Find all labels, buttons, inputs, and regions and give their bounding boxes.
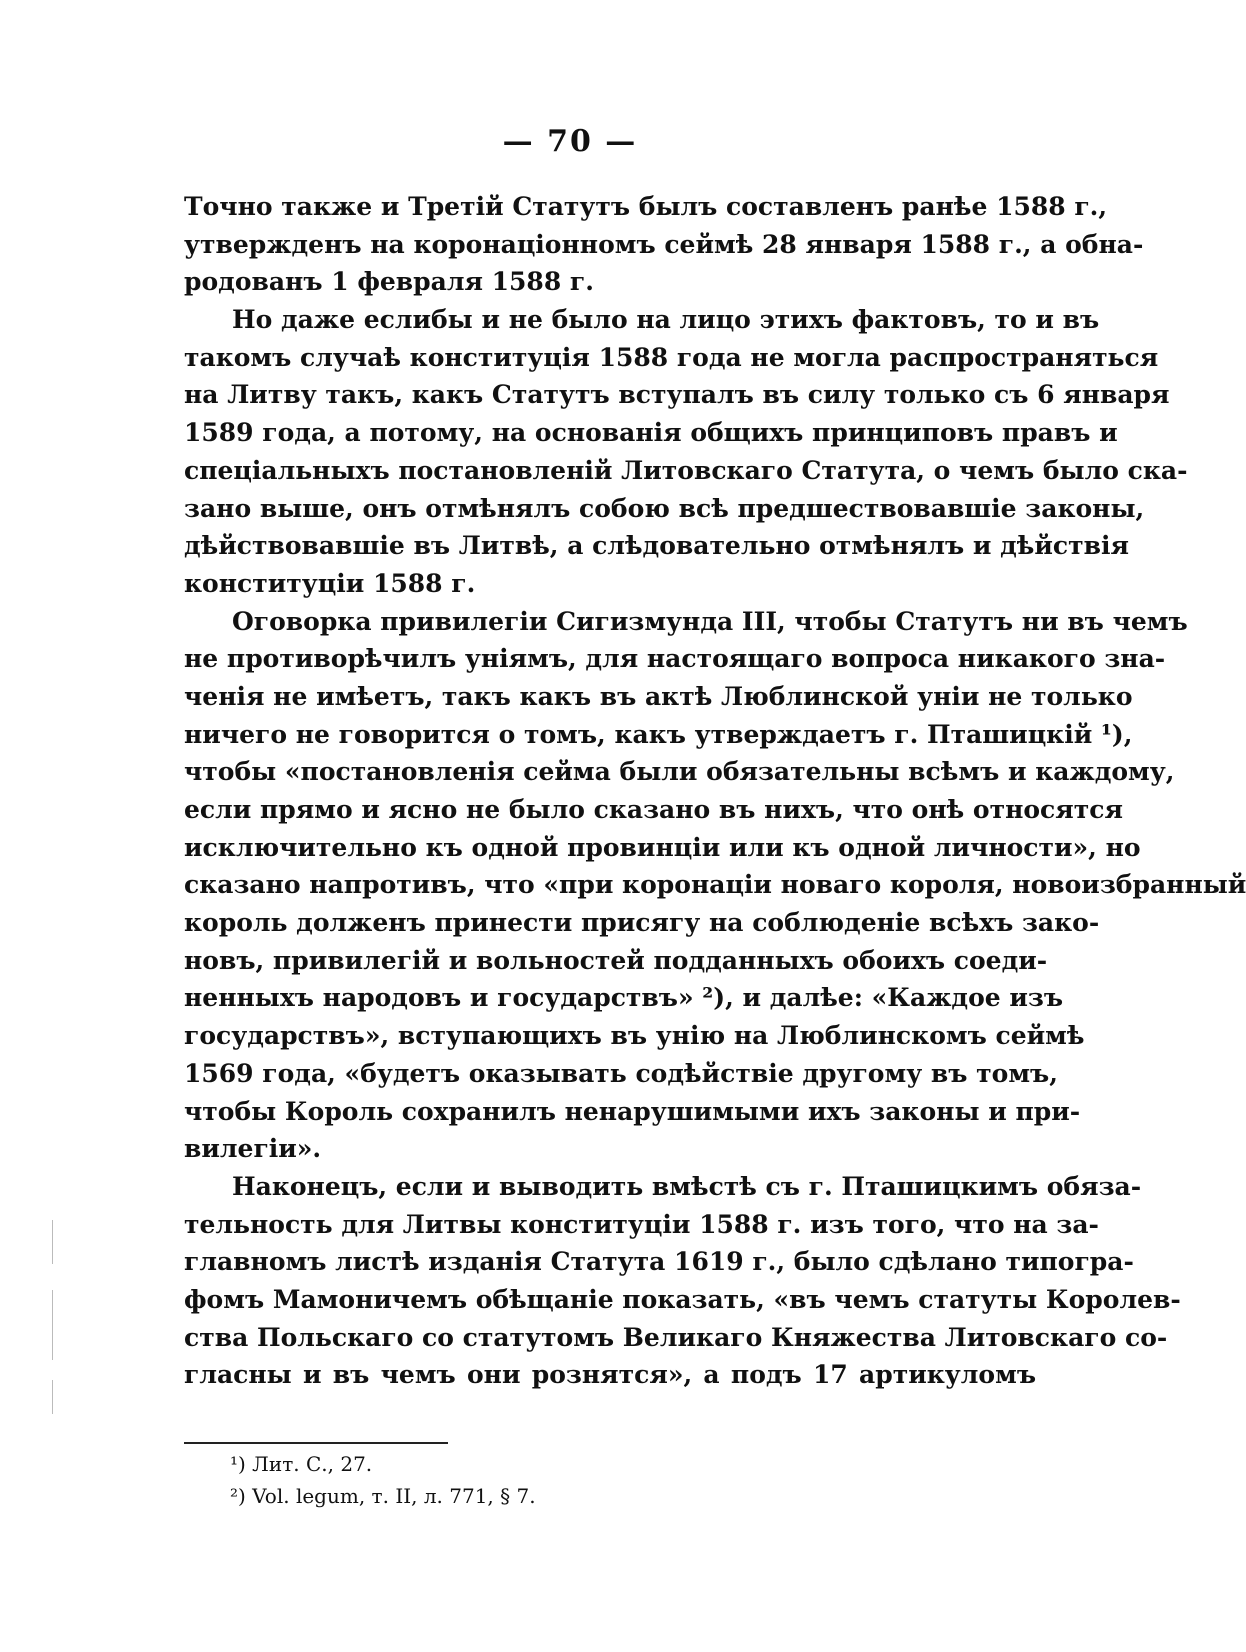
- paragraph-4-line: гласны и въ чемъ они рознятся», а подъ 17 артикуломъ: [184, 1360, 1036, 1390]
- paragraph-1-line: Точно также и Третій Статутъ былъ составленъ ранѣе 1588 г.,: [184, 192, 1108, 221]
- paragraph-2-line: спеціальныхъ постановленій Литовскаго Статута, о чемъ было ска-: [184, 455, 1188, 485]
- paragraph-1-line: родованъ 1 февраля 1588 г.: [184, 267, 594, 297]
- paragraph-3-line: вилегіи».: [184, 1134, 322, 1164]
- paragraph-3-line: сказано напротивъ, что «при коронаціи новаго короля, новоизбранный: [184, 870, 1246, 900]
- paragraph-3-line: ненныхъ народовъ и государствъ» ²), и далѣе: «Каждое изъ: [184, 983, 1064, 1013]
- paragraph-3-line: государствъ», вступающихъ въ унію на Люблинскомъ сеймѣ: [184, 1021, 1085, 1051]
- paragraph-3-line: ничего не говорится о томъ, какъ утверждаетъ г. Пташицкій ¹),: [184, 719, 1133, 749]
- paragraph-2-line: конституціи 1588 г.: [184, 568, 476, 598]
- paragraph-2-line: такомъ случаѣ конституція 1588 года не могла распространяться: [184, 342, 1159, 372]
- paragraph-2-line: зано выше, онъ отмѣнялъ собою всѣ предшествовавшіе законы,: [184, 493, 1145, 523]
- paragraph-4-line: тельность для Литвы конституціи 1588 г. изъ того, что на за-: [184, 1209, 1099, 1239]
- paragraph-1-line: утвержденъ на коронаціонномъ сеймѣ 28 января 1588 г., а обна-: [184, 229, 1144, 259]
- margin-scan-mark: [52, 1290, 53, 1360]
- footnote-1: ¹) Лит. С., 27.: [230, 1452, 373, 1476]
- paragraph-3-line: исключительно къ одной провинціи или къ одной личности», но: [184, 832, 1141, 862]
- paragraph-2-line: на Литву такъ, какъ Статутъ вступалъ въ силу только съ 6 января: [184, 380, 1170, 410]
- paragraph-2-line: 1589 года, а потому, на основанія общихъ принциповъ правъ и: [184, 418, 1118, 448]
- paragraph-4-line: главномъ листѣ изданія Статута 1619 г., было сдѣлано типогра-: [184, 1247, 1134, 1277]
- paragraph-3-line: ченія не имѣетъ, такъ какъ въ актѣ Люблинской уніи не только: [184, 681, 1133, 711]
- paragraph-2-line: дѣйствовавшіе въ Литвѣ, а слѣдовательно отмѣнялъ и дѣйствія: [184, 531, 1129, 561]
- margin-scan-mark: [52, 1220, 53, 1264]
- paragraph-2-line: Но даже еслибы и не было на лицо этихъ фактовъ, то и въ: [232, 305, 1100, 335]
- paragraph-3-line: если прямо и ясно не было сказано въ нихъ, что онѣ относятся: [184, 795, 1123, 824]
- margin-scan-mark: [52, 1380, 53, 1414]
- paragraph-3-line: 1569 года, «будетъ оказывать содѣйствіе другому въ томъ,: [184, 1058, 1058, 1088]
- paragraph-3-line: чтобы Король сохранилъ ненарушимыми ихъ законы и при-: [184, 1096, 1081, 1126]
- paragraph-4-line: ства Польскаго со статутомъ Великаго Княжества Литовскаго со-: [184, 1322, 1168, 1352]
- paragraph-3-line: король долженъ принести присягу на соблюденіе всѣхъ зако-: [184, 908, 1100, 938]
- footnotes: [230, 1448, 930, 1512]
- footnote-divider: [184, 1442, 448, 1444]
- paragraph-3-line: новъ, привилегій и вольностей подданныхъ обоихъ соеди-: [184, 945, 1048, 975]
- paragraph-3-line: Оговорка привилегіи Сигизмунда III, чтобы Статутъ ни въ чемъ: [232, 606, 1188, 636]
- paragraph-4-line: фомъ Мамоничемъ обѣщаніе показать, «въ чемъ статуты Королев-: [184, 1284, 1181, 1314]
- paragraph-3-line: чтобы «постановленія сейма были обязательны всѣмъ и каждому,: [184, 757, 1175, 787]
- paragraph-4-line: Наконецъ, если и выводить вмѣстѣ съ г. Пташицкимъ обяза-: [232, 1171, 1142, 1201]
- footnote-2: ²) Vol. legum, т. II, л. 771, § 7.: [230, 1484, 536, 1508]
- page-number: — 70 —: [502, 124, 638, 159]
- body-text: [184, 188, 1246, 1394]
- paragraph-3-line: не противорѣчилъ уніямъ, для настоящаго вопроса никакого зна-: [184, 644, 1166, 674]
